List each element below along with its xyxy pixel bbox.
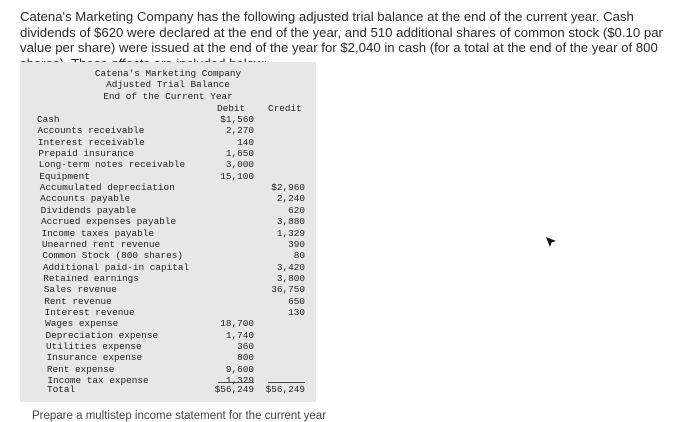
trial-balance-row xyxy=(20,284,316,295)
account-name: Accrued expenses payable xyxy=(41,216,177,228)
trial-balance-row xyxy=(20,171,316,182)
trial-balance-row xyxy=(20,159,316,170)
trial-balance-row xyxy=(20,125,316,136)
tb-title-line-1: Catena's Marketing Company xyxy=(94,68,242,79)
account-name: Income taxes payable xyxy=(41,227,155,239)
account-name: Rent revenue xyxy=(44,295,112,307)
account-name: Wages expense xyxy=(45,318,119,330)
credit-amount: 80 xyxy=(293,250,305,262)
debit-amount: 1,650 xyxy=(225,148,254,160)
trial-balance-row xyxy=(20,330,316,341)
account-name: Income tax expense xyxy=(47,375,149,387)
trial-balance-row xyxy=(20,273,316,284)
account-name: Equipment xyxy=(39,170,90,182)
trial-balance-row xyxy=(20,262,316,273)
debit-amount: $1,560 xyxy=(220,114,254,125)
trial-balance-row xyxy=(20,250,316,261)
debit-amount: 140 xyxy=(237,136,254,148)
debit-amount: 9,600 xyxy=(225,363,254,375)
credit-total-rule xyxy=(268,382,305,383)
account-name: Insurance expense xyxy=(46,352,143,364)
credit-amount: 2,240 xyxy=(276,193,305,205)
trial-balance-row xyxy=(20,352,316,363)
account-name: Accumulated depreciation xyxy=(39,182,175,194)
account-name: Dividends payable xyxy=(40,204,137,216)
total-label: Total xyxy=(47,384,76,395)
debit-amount: 3,000 xyxy=(225,159,254,171)
credit-amount: 1,329 xyxy=(276,227,305,239)
debit-amount: 800 xyxy=(237,352,254,364)
trial-balance-row xyxy=(20,228,316,239)
mouse-pointer-icon xyxy=(545,236,557,248)
account-name: Additional paid-in capital xyxy=(42,261,190,273)
debit-column-header: Debit xyxy=(217,103,246,114)
account-name: Utilities expense xyxy=(46,341,142,352)
account-name: Accounts payable xyxy=(40,193,131,205)
trial-balance-row xyxy=(20,114,316,125)
trial-balance-row xyxy=(20,296,316,307)
account-name: Sales revenue xyxy=(43,284,117,296)
debit-amount: 15,100 xyxy=(220,170,254,182)
credit-amount: 3,880 xyxy=(276,216,305,228)
trial-balance-row xyxy=(20,239,316,250)
credit-amount: 3,420 xyxy=(276,261,305,273)
trial-balance-row xyxy=(20,148,316,159)
trial-balance-row xyxy=(20,318,316,329)
account-name: Accounts receivable xyxy=(37,125,145,137)
total-debit: $56,249 xyxy=(214,384,254,395)
trial-balance-row xyxy=(20,341,316,352)
tb-title-line-2: Adjusted Trial Balance xyxy=(106,79,230,90)
debit-amount: 1,329 xyxy=(225,375,254,387)
account-name: Common Stock (800 shares) xyxy=(42,250,184,262)
account-name: Retained earnings xyxy=(43,272,139,284)
trial-balance-row xyxy=(20,307,316,318)
account-name: Prepaid insurance xyxy=(38,148,134,160)
question-instruction-text: Prepare a multistep income statement for the current year xyxy=(32,410,327,422)
trial-balance-row xyxy=(20,137,316,148)
trial-balance-row xyxy=(20,193,316,204)
credit-amount: 130 xyxy=(288,306,305,318)
credit-amount: $2,960 xyxy=(271,182,305,194)
account-name: Interest revenue xyxy=(44,306,135,318)
debit-amount: 18,700 xyxy=(220,318,254,330)
credit-amount: 3,800 xyxy=(276,272,305,284)
tb-title-line-3: End of the Current Year xyxy=(103,91,233,102)
debit-total-rule xyxy=(218,382,254,383)
credit-amount: 620 xyxy=(288,204,305,216)
total-credit: $56,249 xyxy=(265,384,305,395)
problem-intro-text: Catena's Marketing Company has the following adjusted trial balance at the end of the current year. Cash dividends of $620 were declared at the end of the year, and 510 additional shares of common stock ($0.10 par value per share) were issued at the end of the year for $2,040 in cash (for a total at the end of the year of 800 xyxy=(20,9,663,55)
account-name: Cash xyxy=(37,114,60,125)
credit-amount: 36,750 xyxy=(271,284,305,296)
account-name: Unearned rent revenue xyxy=(41,238,161,250)
credit-amount: 650 xyxy=(288,295,305,307)
debit-amount: 360 xyxy=(237,341,254,352)
total-row xyxy=(20,384,316,395)
credit-amount: 390 xyxy=(288,238,305,250)
debit-amount: 2,270 xyxy=(225,125,254,137)
trial-balance-row xyxy=(20,182,316,193)
account-name: Long-term notes receivable xyxy=(38,159,186,171)
account-name: Interest receivable xyxy=(37,136,145,148)
trial-balance-row xyxy=(20,364,316,375)
trial-balance-row xyxy=(20,205,316,216)
account-name: Depreciation expense xyxy=(45,329,159,341)
account-name: Rent expense xyxy=(46,363,115,375)
trial-balance-table xyxy=(20,62,316,402)
credit-column-header: Credit xyxy=(268,103,302,114)
debit-amount: 1,740 xyxy=(225,329,254,341)
trial-balance-row xyxy=(20,216,316,227)
